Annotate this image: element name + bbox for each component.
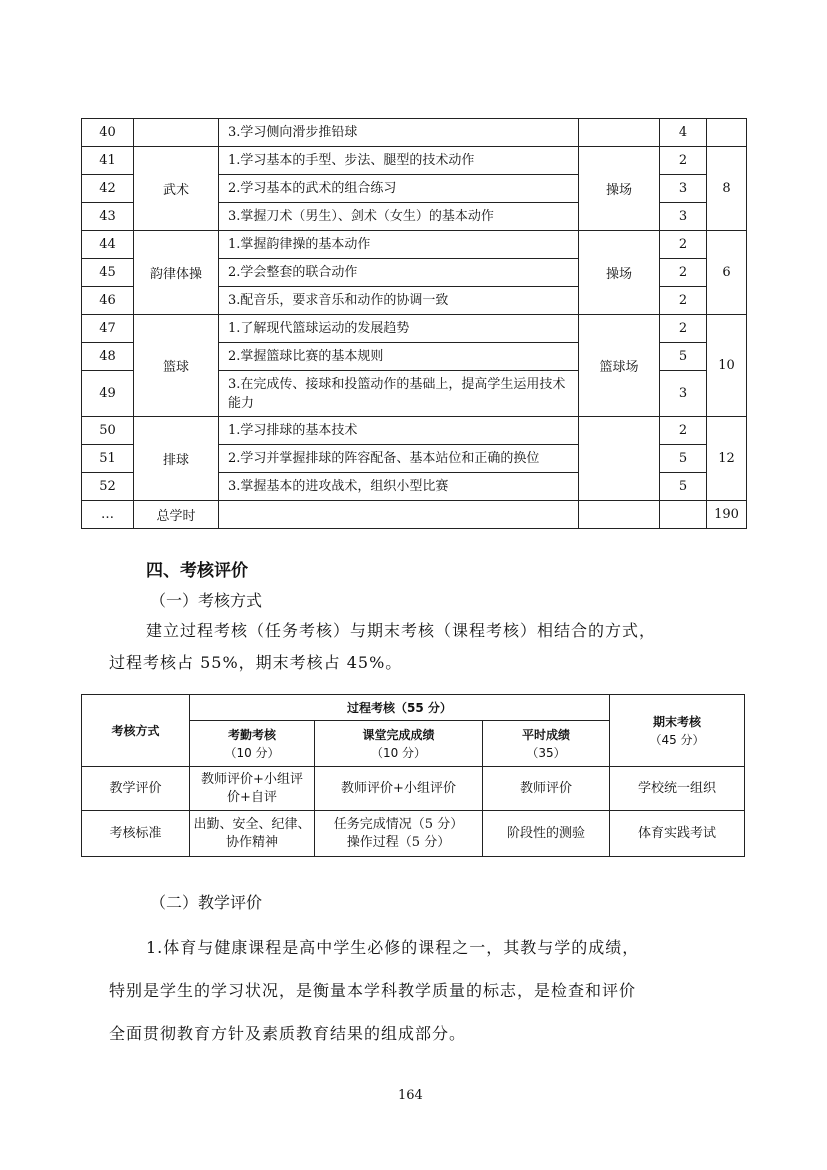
table-row: [82, 147, 747, 175]
process-header: 过程考核（55 分）: [190, 695, 610, 721]
table-footer-row: [82, 501, 747, 529]
paragraph-line: 过程考核占 55%，期末考核占 45%。: [109, 653, 403, 672]
row-content: 1.了解现代篮球运动的发展趋势: [219, 315, 579, 343]
row-hours: 5: [660, 343, 707, 371]
row-content: 2.掌握篮球比赛的基本规则: [219, 343, 579, 371]
usual-header: 平时成绩 （35）: [483, 721, 610, 767]
method-label: 考核方式: [82, 695, 190, 767]
group-venue: [579, 417, 660, 501]
table-row: [82, 315, 747, 343]
table-row: [82, 119, 747, 147]
row-content: 3.掌握刀术（男生）、剑术（女生）的基本动作: [219, 203, 579, 231]
row-content: 3.学习侧向滑步推铅球: [219, 119, 579, 147]
row-hours: 2: [660, 147, 707, 175]
schedule-table: [81, 118, 747, 529]
paragraph-line: 建立过程考核（任务考核）与期末考核（课程考核）相结合的方式，: [146, 621, 657, 640]
row-number: 42: [82, 175, 134, 203]
page-number: 164: [398, 1088, 423, 1103]
group-name: 排球: [134, 417, 219, 501]
row-number: 52: [82, 473, 134, 501]
row-hours: 5: [660, 445, 707, 473]
table-cell: 任务完成情况（5 分） 操作过程（5 分）: [315, 811, 483, 857]
row-hours: 3: [660, 371, 707, 417]
row-number: 46: [82, 287, 134, 315]
row-content: 2.学习并掌握排球的阵容配备、基本站位和正确的换位: [219, 445, 579, 473]
row-number: 49: [82, 371, 134, 417]
table-row: [82, 231, 747, 259]
row-hours: 2: [660, 315, 707, 343]
row-hours: 3: [660, 175, 707, 203]
table-cell: 教师评价: [483, 767, 610, 811]
assessment-table: [81, 694, 745, 857]
subsection-heading: （一）考核方式: [150, 591, 263, 610]
row-number: 40: [82, 119, 134, 147]
group-total: 6: [707, 231, 747, 315]
classwork-header: 课堂完成成绩 （10 分）: [315, 721, 483, 767]
group-total: 12: [707, 417, 747, 501]
group-name: 武术: [134, 147, 219, 231]
row-hours: 2: [660, 287, 707, 315]
row-label: 考核标准: [82, 811, 190, 857]
row-content: 3.在完成传、接球和投篮动作的基础上，提高学生运用技术能力: [219, 371, 579, 417]
row-hours: 2: [660, 231, 707, 259]
table-cell: 阶段性的测验: [483, 811, 610, 857]
row-hours: 3: [660, 203, 707, 231]
paragraph-line: 1.体育与健康课程是高中学生必修的课程之一，其教与学的成绩，: [146, 938, 640, 957]
row-number: 51: [82, 445, 134, 473]
group-total: 10: [707, 315, 747, 417]
row-content: 3.掌握基本的进攻战术，组织小型比赛: [219, 473, 579, 501]
group-venue: 操场: [579, 231, 660, 315]
row-label: 教学评价: [82, 767, 190, 811]
row-hours: 5: [660, 473, 707, 501]
table-cell: 教师评价+小组评 价+自评: [190, 767, 315, 811]
table-cell: 体育实践考试: [610, 811, 745, 857]
row-number: 50: [82, 417, 134, 445]
footer-ellipsis: …: [82, 501, 134, 529]
table-row: [82, 417, 747, 445]
group-venue: 操场: [579, 147, 660, 231]
table-cell: 出勤、安全、纪律、 协作精神: [190, 811, 315, 857]
table-row: [82, 767, 745, 811]
group-venue: 篮球场: [579, 315, 660, 417]
row-hours: 2: [660, 417, 707, 445]
row-content: 2.学习基本的武术的组合练习: [219, 175, 579, 203]
table-cell: 学校统一组织: [610, 767, 745, 811]
row-hours: 2: [660, 259, 707, 287]
row-number: 44: [82, 231, 134, 259]
footer-total: 190: [707, 501, 747, 529]
footer-label: 总学时: [134, 501, 219, 529]
group-name: 篮球: [134, 315, 219, 417]
row-content: 1.学习排球的基本技术: [219, 417, 579, 445]
table-row: [82, 695, 745, 721]
row-number: 48: [82, 343, 134, 371]
row-number: 47: [82, 315, 134, 343]
table-row: [82, 811, 745, 857]
row-hours: 4: [660, 119, 707, 147]
subsection-heading: （二）教学评价: [150, 893, 263, 912]
section-heading: 四、考核评价: [146, 561, 248, 581]
group-total: 8: [707, 147, 747, 231]
row-content: 1.掌握韵律操的基本动作: [219, 231, 579, 259]
paragraph-line: 全面贯彻教育方针及素质教育结果的组成部分。: [109, 1024, 467, 1043]
group-name: 韵律体操: [134, 231, 219, 315]
row-content: 3.配音乐，要求音乐和动作的协调一致: [219, 287, 579, 315]
paragraph-line: 特别是学生的学习状况，是衡量本学科教学质量的标志，是检查和评价: [109, 981, 637, 1000]
attendance-header: 考勤考核 （10 分）: [190, 721, 315, 767]
row-content: 2.学会整套的联合动作: [219, 259, 579, 287]
row-number: 43: [82, 203, 134, 231]
row-number: 45: [82, 259, 134, 287]
row-content: 1.学习基本的手型、步法、腿型的技术动作: [219, 147, 579, 175]
row-number: 41: [82, 147, 134, 175]
table-cell: 教师评价+小组评价: [315, 767, 483, 811]
final-header: 期末考核 （45 分）: [610, 695, 745, 767]
